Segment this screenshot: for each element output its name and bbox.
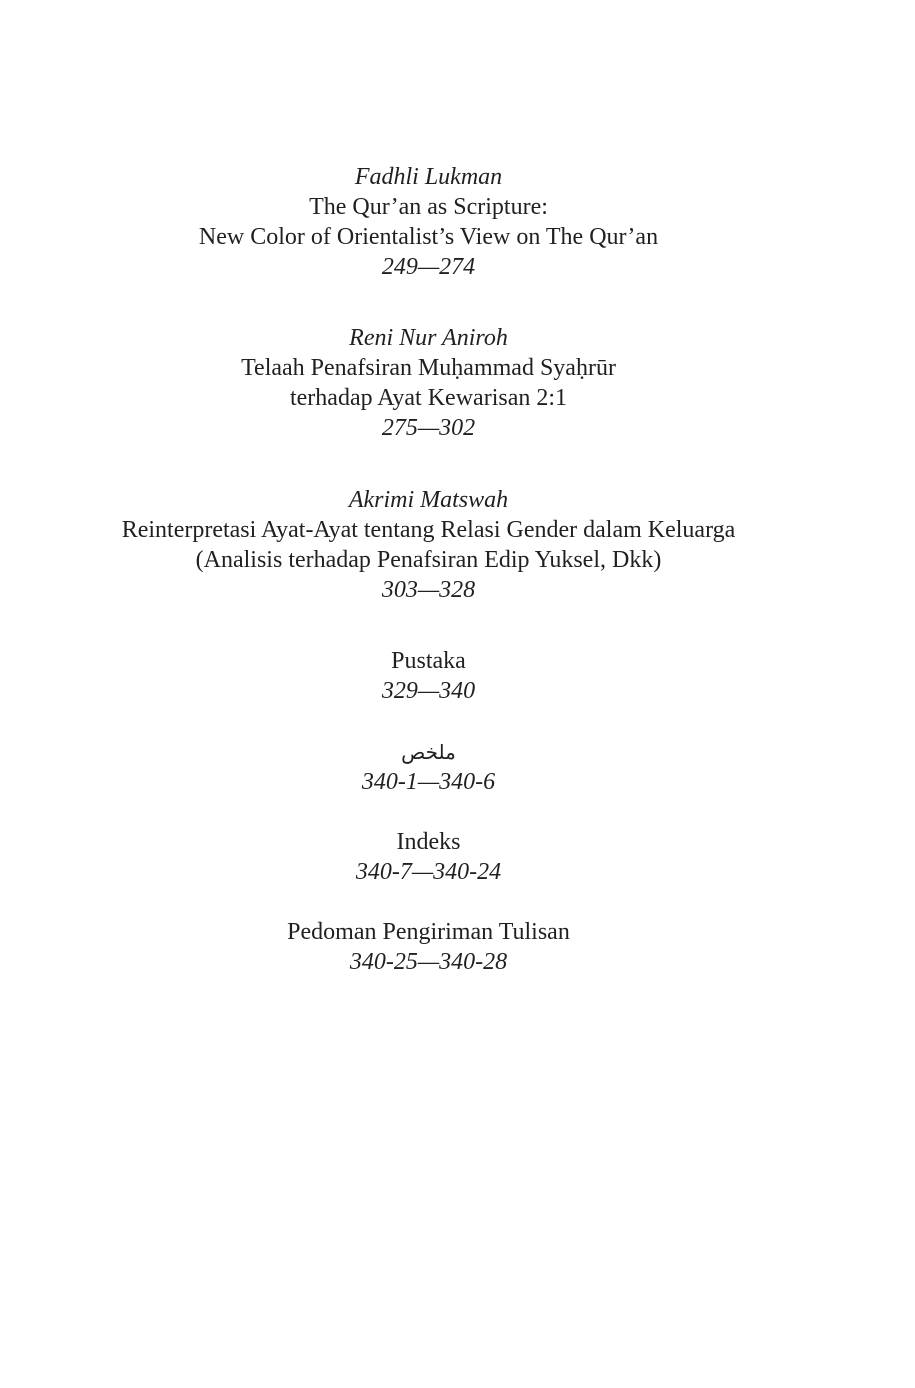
toc-entry-title-line: Reinterpretasi Ayat-Ayat tentang Relasi Gender dalam Keluarga <box>121 517 736 543</box>
toc-entry-page-range: 249—274 <box>381 254 476 280</box>
toc-entry-page-range: 340-1—340-6 <box>361 769 496 795</box>
toc-entry-author: Fadhli Lukman <box>354 164 503 190</box>
toc-entry-author: Akrimi Matswah <box>348 487 509 513</box>
toc-entry-title-line: (Analisis terhadap Penafsiran Edip Yuksel, Dkk) <box>195 547 662 573</box>
toc-entry-page-range: 329—340 <box>381 678 476 704</box>
toc-entry-fadhli-lukman <box>0 162 857 282</box>
toc-entry-title-arabic: ملخص <box>401 740 456 764</box>
toc-entry-title-line: Telaah Penafsiran Muḥammad Syaḥrūr <box>241 355 616 381</box>
toc-entry-author: Reni Nur Aniroh <box>349 325 508 351</box>
toc-entry-page-range: 340-7—340-24 <box>355 859 502 885</box>
toc-entry-title: Indeks <box>396 829 461 855</box>
toc-entry-title: Pedoman Pengiriman Tulisan <box>287 919 570 945</box>
toc-entry-indeks <box>0 827 857 887</box>
toc-entry-pedoman <box>0 917 857 977</box>
toc-entry-reni-nur-aniroh <box>0 323 857 443</box>
toc-entry-title-line: terhadap Ayat Kewarisan 2:1 <box>289 385 568 411</box>
toc-entry-title-line: New Color of Orientalist’s View on The Qur’an <box>198 224 659 250</box>
toc-entry-page-range: 303—328 <box>381 577 476 603</box>
toc-entry-title-line: The Qur’an as Scripture: <box>309 194 548 220</box>
toc-entry-mulakhkhas <box>0 737 857 797</box>
toc-entry-page-range: 275—302 <box>381 415 476 441</box>
toc-entry-page-range: 340-25—340-28 <box>349 949 508 975</box>
toc-entry-akrimi-matswah <box>0 485 857 605</box>
toc-entry-title: Pustaka <box>391 648 466 674</box>
toc-entry-pustaka <box>0 646 857 706</box>
